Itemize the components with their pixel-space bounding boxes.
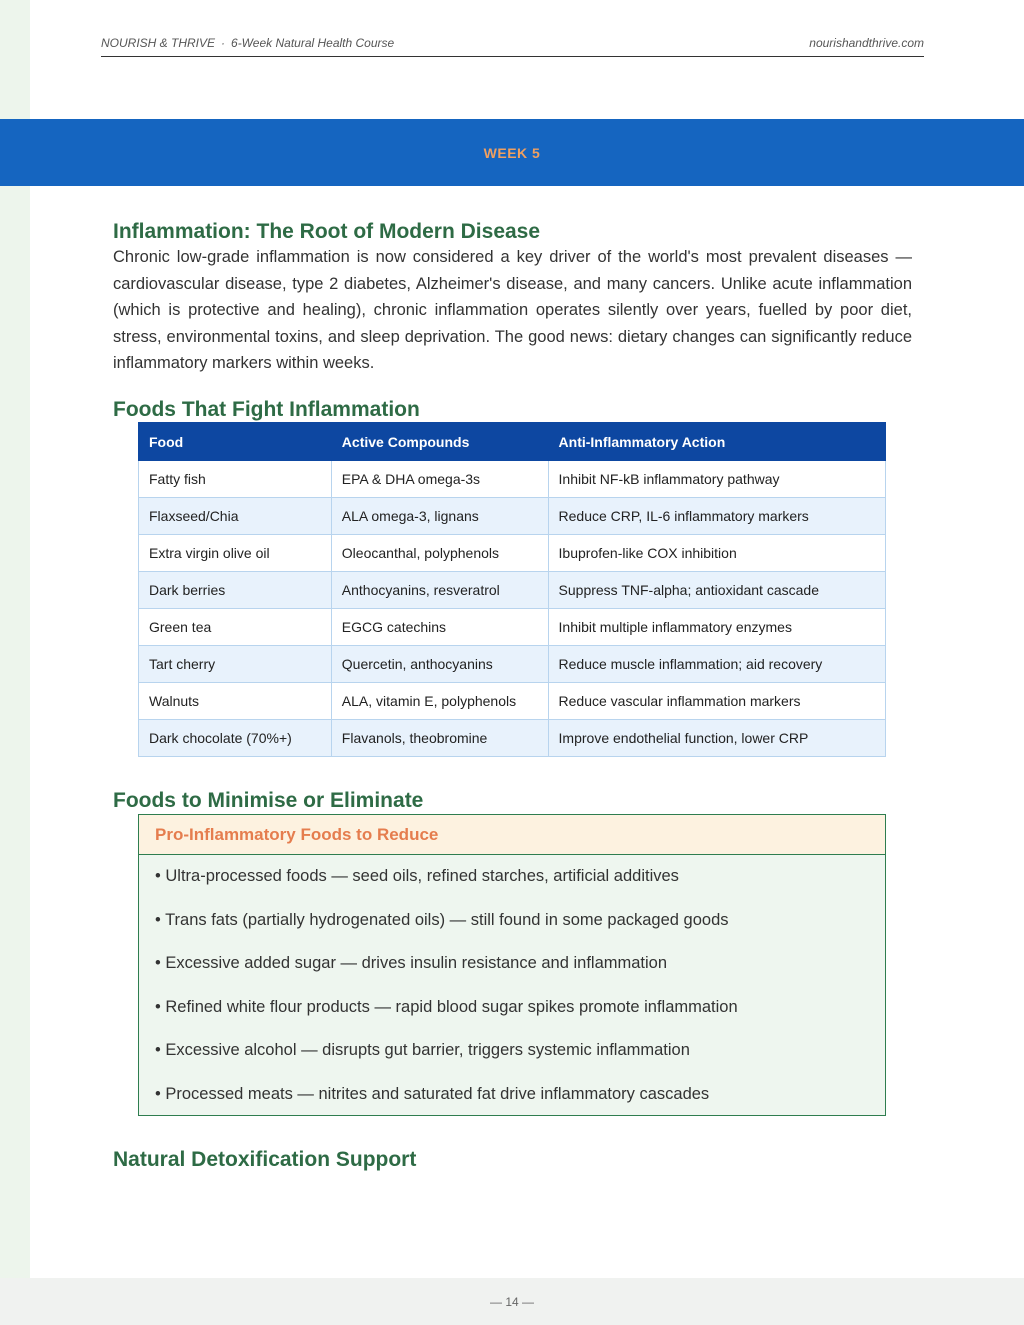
list-item: • Trans fats (partially hydrogenated oils) — still found in some packaged goods xyxy=(155,910,729,929)
food-cell: Dark berries xyxy=(139,572,332,609)
compounds-cell: ALA, vitamin E, polyphenols xyxy=(331,683,548,720)
page-number: — 14 — xyxy=(489,1294,534,1309)
section-title-detox: Natural Detoxification Support xyxy=(113,1148,417,1171)
left-margin-strip xyxy=(0,0,30,1278)
header-left xyxy=(101,36,394,50)
compounds-cell: Quercetin, anthocyanins xyxy=(331,646,548,683)
box-title: Pro-Inflammatory Foods to Reduce xyxy=(139,815,885,855)
food-cell: Fatty fish xyxy=(139,461,332,498)
table-row xyxy=(139,461,886,498)
food-cell: Flaxseed/Chia xyxy=(139,498,332,535)
list-item: • Excessive alcohol — disrupts gut barrier, triggers systemic inflammation xyxy=(155,1041,690,1059)
course-name: 6-Week Natural Health Course xyxy=(231,36,395,50)
table-header-row xyxy=(139,423,886,461)
action-cell: Improve endothelial function, lower CRP xyxy=(548,720,885,757)
table-row xyxy=(139,609,886,646)
table-row xyxy=(139,720,886,757)
section-title-foods-fight: Foods That Fight Inflammation xyxy=(113,398,420,421)
table-row xyxy=(139,535,886,572)
pro-inflammatory-list xyxy=(139,855,885,1116)
compounds-cell: ALA omega-3, lignans xyxy=(331,498,548,535)
pro-inflammatory-box xyxy=(138,814,886,1116)
brand-name: NOURISH & THRIVE xyxy=(101,36,216,50)
food-cell: Dark chocolate (70%+) xyxy=(139,720,332,757)
food-cell: Walnuts xyxy=(139,683,332,720)
list-item: • Refined white flour products — rapid blood sugar spikes promote inflammation xyxy=(155,997,738,1016)
list-item: • Processed meats — nitrites and saturated fat drive inflammatory cascades xyxy=(155,1084,710,1103)
food-cell: Extra virgin olive oil xyxy=(139,535,332,572)
page-footer xyxy=(0,1278,1024,1325)
action-cell: Reduce muscle inflammation; aid recovery xyxy=(548,646,885,683)
column-header-compounds: Active Compounds xyxy=(331,423,548,461)
running-header xyxy=(101,34,924,57)
action-cell: Inhibit NF-kB inflammatory pathway xyxy=(548,461,885,498)
food-cell: Tart cherry xyxy=(139,646,332,683)
intro-paragraph: Chronic low-grade inflammation is now considered a key driver of the world's most prevalent diseases — cardiovascular disease, type 2 diabetes, Alzheimer's disease, and many cancers. Unlike acute inflammation (which is protective and healing), chronic inflammation operates silently over years, fuelled by poor diet, stress, environmental toxins, and sleep deprivation. The good news: dietary changes can significantly reduce inflammatory markers within weeks. xyxy=(113,248,912,372)
week-banner xyxy=(0,119,1024,186)
section-title-foods-minimise: Foods to Minimise or Eliminate xyxy=(113,789,424,812)
compounds-cell: Flavanols, theobromine xyxy=(331,720,548,757)
action-cell: Inhibit multiple inflammatory enzymes xyxy=(548,609,885,646)
week-label: WEEK 5 xyxy=(483,144,541,161)
column-header-food: Food xyxy=(139,423,332,461)
action-cell: Reduce vascular inflammation markers xyxy=(548,683,885,720)
compounds-cell: EGCG catechins xyxy=(331,609,548,646)
list-item: • Ultra-processed foods — seed oils, refined starches, artificial additives xyxy=(155,867,679,885)
table-row xyxy=(139,498,886,535)
anti-inflammatory-foods-table xyxy=(138,422,886,757)
action-cell: Ibuprofen-like COX inhibition xyxy=(548,535,885,572)
table-row xyxy=(139,572,886,609)
compounds-cell: EPA & DHA omega-3s xyxy=(331,461,548,498)
compounds-cell: Oleocanthal, polyphenols xyxy=(331,535,548,572)
compounds-cell: Anthocyanins, resveratrol xyxy=(331,572,548,609)
food-cell: Green tea xyxy=(139,609,332,646)
header-separator: · xyxy=(221,36,226,50)
action-cell: Reduce CRP, IL-6 inflammatory markers xyxy=(548,498,885,535)
action-cell: Suppress TNF-alpha; antioxidant cascade xyxy=(548,572,885,609)
column-header-action: Anti-Inflammatory Action xyxy=(548,423,885,461)
section-title-inflammation: Inflammation: The Root of Modern Disease xyxy=(113,220,541,243)
list-item: • Excessive added sugar — drives insulin resistance and inflammation xyxy=(155,954,668,972)
website-link[interactable]: nourishandthrive.com xyxy=(809,36,924,50)
table-row xyxy=(139,646,886,683)
table-row xyxy=(139,683,886,720)
